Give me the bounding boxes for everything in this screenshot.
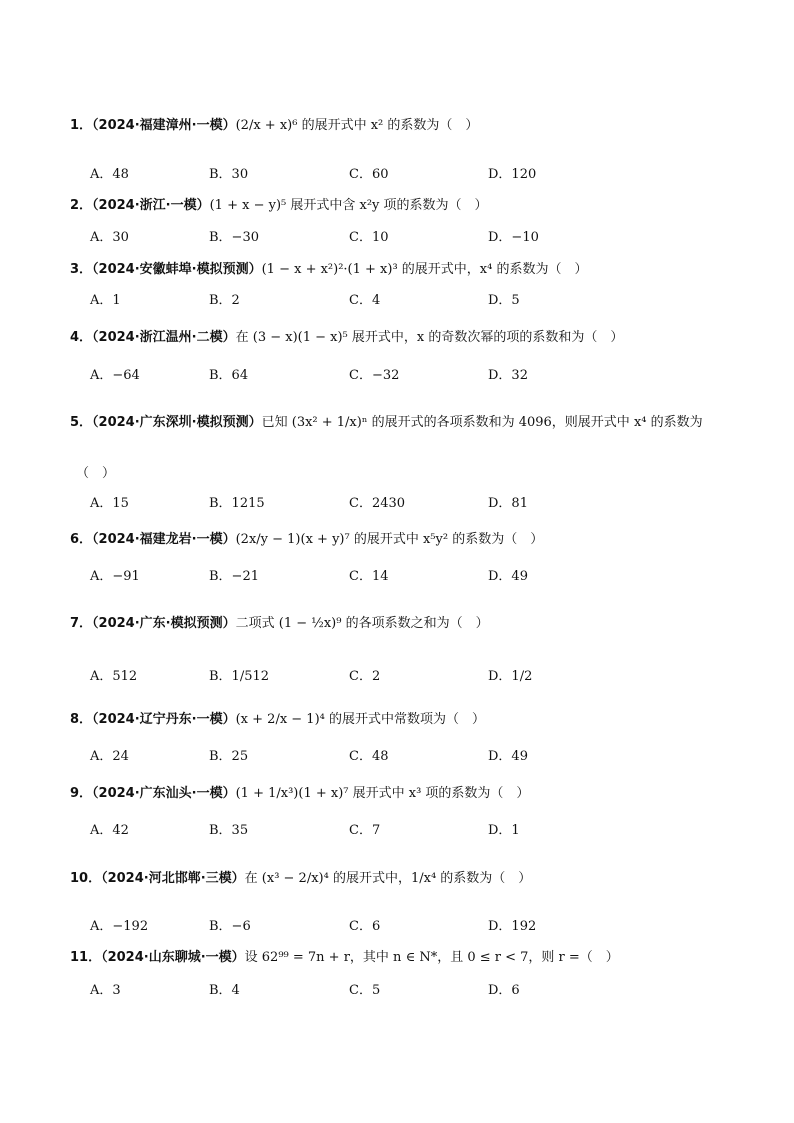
question-number: 2． [70, 198, 93, 213]
option-b[interactable]: B．30 [209, 167, 249, 182]
option-d[interactable]: D．49 [488, 569, 528, 584]
option-d[interactable]: D．32 [488, 368, 528, 383]
option-c[interactable]: C．4 [349, 293, 381, 308]
question-stem: 在 (x³ − 2/x)⁴ 的展开式中，1/x⁴ 的系数为（ ） [244, 871, 532, 886]
option-a[interactable]: A．3 [90, 983, 121, 998]
question-source: （2024·福建龙岩·一模） [92, 532, 236, 547]
option-d[interactable]: D．5 [488, 293, 520, 308]
option-b[interactable]: B．−6 [209, 919, 251, 934]
question-9 [70, 784, 740, 804]
option-d[interactable]: D．120 [488, 167, 537, 182]
question-number: 4． [70, 330, 93, 345]
option-d[interactable]: D．−10 [488, 230, 539, 245]
option-b[interactable]: B．64 [209, 368, 249, 383]
question-number: 1． [70, 118, 93, 133]
option-c[interactable]: C．60 [349, 167, 389, 182]
question-number: 7． [70, 616, 93, 631]
option-d[interactable]: D．81 [488, 496, 528, 511]
question-1 [70, 116, 740, 136]
option-a[interactable]: A．24 [90, 749, 129, 764]
option-c[interactable]: C．14 [349, 569, 389, 584]
question-number: 8． [70, 712, 93, 727]
question-source: （2024·浙江温州·二模） [92, 330, 236, 345]
option-b[interactable]: B．4 [209, 983, 240, 998]
question-source: （2024·安徽蚌埠·模拟预测） [92, 262, 262, 277]
option-c[interactable]: C．5 [349, 983, 381, 998]
option-d[interactable]: D．6 [488, 983, 520, 998]
question-5-continuation: （ ） [76, 466, 116, 481]
option-c[interactable]: C．2430 [349, 496, 406, 511]
question-10 [70, 869, 740, 889]
question-stem: (2/x + x)⁶ 的展开式中 x² 的系数为（ ） [235, 118, 479, 133]
question-stem: (1 − x + x²)²·(1 + x)³ 的展开式中，x⁴ 的系数为（ ） [261, 262, 588, 277]
option-b[interactable]: B．1/512 [209, 669, 270, 684]
question-3 [70, 260, 740, 280]
question-6 [70, 530, 740, 550]
question-7 [70, 614, 740, 634]
question-number: 10． [70, 871, 102, 886]
option-d[interactable]: D．1 [488, 823, 520, 838]
question-number: 5． [70, 415, 93, 430]
question-stem: (2x/y − 1)(x + y)⁷ 的展开式中 x⁵y² 的系数为（ ） [235, 532, 544, 547]
option-b[interactable]: B．35 [209, 823, 249, 838]
question-number: 6． [70, 532, 93, 547]
question-stem: 二项式 (1 − ½x)⁹ 的各项系数之和为（ ） [235, 616, 489, 631]
option-a[interactable]: A．1 [90, 293, 121, 308]
question-8 [70, 710, 740, 730]
option-a[interactable]: A．−192 [90, 919, 149, 934]
question-number: 3． [70, 262, 93, 277]
option-b[interactable]: B．−21 [209, 569, 259, 584]
question-stem: 在 (3 − x)(1 − x)⁵ 展开式中，x 的奇数次幂的项的系数和为（ ） [235, 330, 624, 345]
question-4 [70, 328, 740, 348]
option-a[interactable]: A．−64 [90, 368, 140, 383]
option-a[interactable]: A．512 [90, 669, 138, 684]
option-a[interactable]: A．15 [90, 496, 129, 511]
question-source: （2024·广东·模拟预测） [92, 616, 236, 631]
option-c[interactable]: C．6 [349, 919, 381, 934]
question-source: （2024·广东汕头·一模） [92, 786, 236, 801]
question-source: （2024·河北邯郸·三模） [101, 871, 245, 886]
option-b[interactable]: B．1215 [209, 496, 265, 511]
option-c[interactable]: C．−32 [349, 368, 400, 383]
question-source: （2024·浙江·一模） [92, 198, 210, 213]
option-a[interactable]: A．48 [90, 167, 129, 182]
option-a[interactable]: A．30 [90, 230, 129, 245]
option-b[interactable]: B．25 [209, 749, 249, 764]
question-source: （2024·辽宁丹东·一模） [92, 712, 236, 727]
question-stem: 已知 (3x² + 1/x)ⁿ 的展开式的各项系数和为 4096，则展开式中 x⁴ 的系数为 [261, 415, 703, 430]
question-11 [70, 948, 740, 968]
option-c[interactable]: C．7 [349, 823, 381, 838]
question-source: （2024·广东深圳·模拟预测） [92, 415, 262, 430]
option-c[interactable]: C．48 [349, 749, 389, 764]
question-stem: 设 62⁹⁹ = 7n + r，其中 n ∈ N*，且 0 ≤ r < 7，则 r =（ ） [244, 950, 619, 965]
question-2 [70, 196, 740, 216]
option-d[interactable]: D．49 [488, 749, 528, 764]
question-stem: (1 + x − y)⁵ 展开式中含 x²y 项的系数为（ ） [209, 198, 488, 213]
question-stem: (x + 2/x − 1)⁴ 的展开式中常数项为（ ） [235, 712, 485, 727]
option-d[interactable]: D．1/2 [488, 669, 533, 684]
option-a[interactable]: A．−91 [90, 569, 140, 584]
option-c[interactable]: C．2 [349, 669, 381, 684]
option-b[interactable]: B．−30 [209, 230, 259, 245]
question-number: 11． [70, 950, 102, 965]
option-c[interactable]: C．10 [349, 230, 389, 245]
question-stem: (1 + 1/x³)(1 + x)⁷ 展开式中 x³ 项的系数为（ ） [235, 786, 530, 801]
question-source: （2024·福建漳州·一模） [92, 118, 236, 133]
option-a[interactable]: A．42 [90, 823, 129, 838]
question-number: 9． [70, 786, 93, 801]
question-source: （2024·山东聊城·一模） [101, 950, 245, 965]
option-b[interactable]: B．2 [209, 293, 240, 308]
option-d[interactable]: D．192 [488, 919, 537, 934]
question-5 [70, 413, 740, 433]
